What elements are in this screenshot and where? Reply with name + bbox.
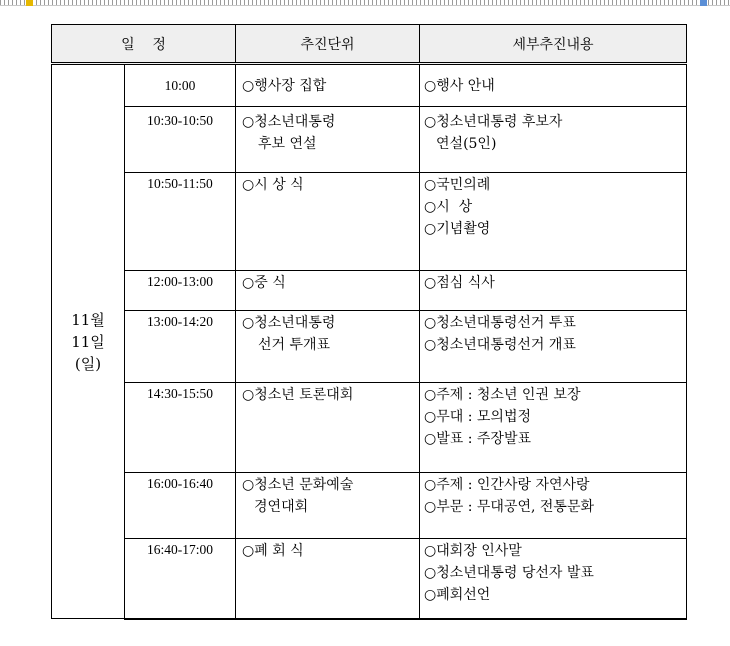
detail-line: ○국민의례 <box>424 177 491 193</box>
time-cell: 10:50-11:50 <box>125 173 236 271</box>
ruler-right-margin-marker[interactable] <box>700 0 707 6</box>
unit-line: ○청소년 토론대회 <box>242 387 354 403</box>
detail-cell <box>420 383 687 473</box>
header-unit: 추진단위 <box>236 25 420 64</box>
date-day: 11일 <box>71 332 105 351</box>
unit-line: 후보 연설 <box>258 136 317 152</box>
table-row <box>52 271 687 311</box>
detail-cell <box>420 271 687 311</box>
table-row <box>52 64 687 107</box>
unit-line: ○청소년대통령 <box>242 114 336 130</box>
unit-line: 경연대회 <box>254 499 309 515</box>
unit-cell <box>236 311 420 383</box>
unit-line: 선거 투개표 <box>258 337 331 353</box>
unit-line: ○중 식 <box>242 275 286 291</box>
detail-line: ○무대 : 모의법정 <box>424 409 531 425</box>
time-cell: 12:00-13:00 <box>125 271 236 311</box>
ruler-left-margin-marker[interactable] <box>26 0 33 6</box>
detail-cell <box>420 539 687 619</box>
time-cell: 13:00-14:20 <box>125 311 236 383</box>
unit-line: ○시 상 식 <box>242 177 304 193</box>
table-row <box>52 173 687 271</box>
ruler <box>0 0 730 6</box>
detail-line: ○부문 : 무대공연, 전통문화 <box>424 499 594 515</box>
unit-cell <box>236 383 420 473</box>
time-cell: 14:30-15:50 <box>125 383 236 473</box>
unit-cell <box>236 539 420 619</box>
table-row <box>52 473 687 539</box>
detail-line: ○청소년대통령 후보자 <box>424 114 563 130</box>
unit-cell <box>236 173 420 271</box>
time-cell: 16:40-17:00 <box>125 539 236 619</box>
header-row <box>52 25 687 64</box>
table-row <box>52 383 687 473</box>
detail-line: ○청소년대통령 당선자 발표 <box>424 565 594 581</box>
date-cell <box>52 64 125 619</box>
detail-cell <box>420 64 687 107</box>
table-row <box>52 539 687 619</box>
time-cell: 10:30-10:50 <box>125 107 236 173</box>
detail-line: ○시 상 <box>424 199 473 215</box>
table-row <box>52 107 687 173</box>
unit-cell <box>236 107 420 173</box>
date-weekday: (일) <box>74 354 102 373</box>
header-detail: 세부추진내용 <box>420 25 687 64</box>
detail-line: ○점심 식사 <box>424 275 495 291</box>
unit-cell <box>236 64 420 107</box>
detail-cell <box>420 311 687 383</box>
table-row <box>52 311 687 383</box>
detail-line: ○청소년대통령선거 투표 <box>424 315 576 331</box>
unit-cell <box>236 271 420 311</box>
detail-cell <box>420 473 687 539</box>
schedule-table <box>51 24 687 620</box>
detail-line: ○청소년대통령선거 개표 <box>424 337 576 353</box>
detail-cell <box>420 107 687 173</box>
detail-line: ○행사 안내 <box>424 78 495 94</box>
unit-line: ○청소년 문화예술 <box>242 477 354 493</box>
detail-line: ○주제 : 인간사랑 자연사랑 <box>424 477 590 493</box>
detail-cell <box>420 173 687 271</box>
unit-line: ○행사장 집합 <box>242 78 327 94</box>
detail-line: ○기념촬영 <box>424 221 491 237</box>
detail-line: ○대회장 인사말 <box>424 543 522 559</box>
date-month: 11월 <box>71 310 105 329</box>
unit-line: ○청소년대통령 <box>242 315 336 331</box>
detail-line: ○폐회선언 <box>424 587 491 603</box>
time-cell: 10:00 <box>125 64 236 107</box>
detail-line: 연설(5인) <box>436 136 497 152</box>
unit-line: ○폐 회 식 <box>242 543 304 559</box>
detail-line: ○발표 : 주장발표 <box>424 431 531 447</box>
unit-cell <box>236 473 420 539</box>
time-cell: 16:00-16:40 <box>125 473 236 539</box>
detail-line: ○주제 : 청소년 인권 보장 <box>424 387 581 403</box>
header-schedule: 일 정 <box>52 25 236 64</box>
